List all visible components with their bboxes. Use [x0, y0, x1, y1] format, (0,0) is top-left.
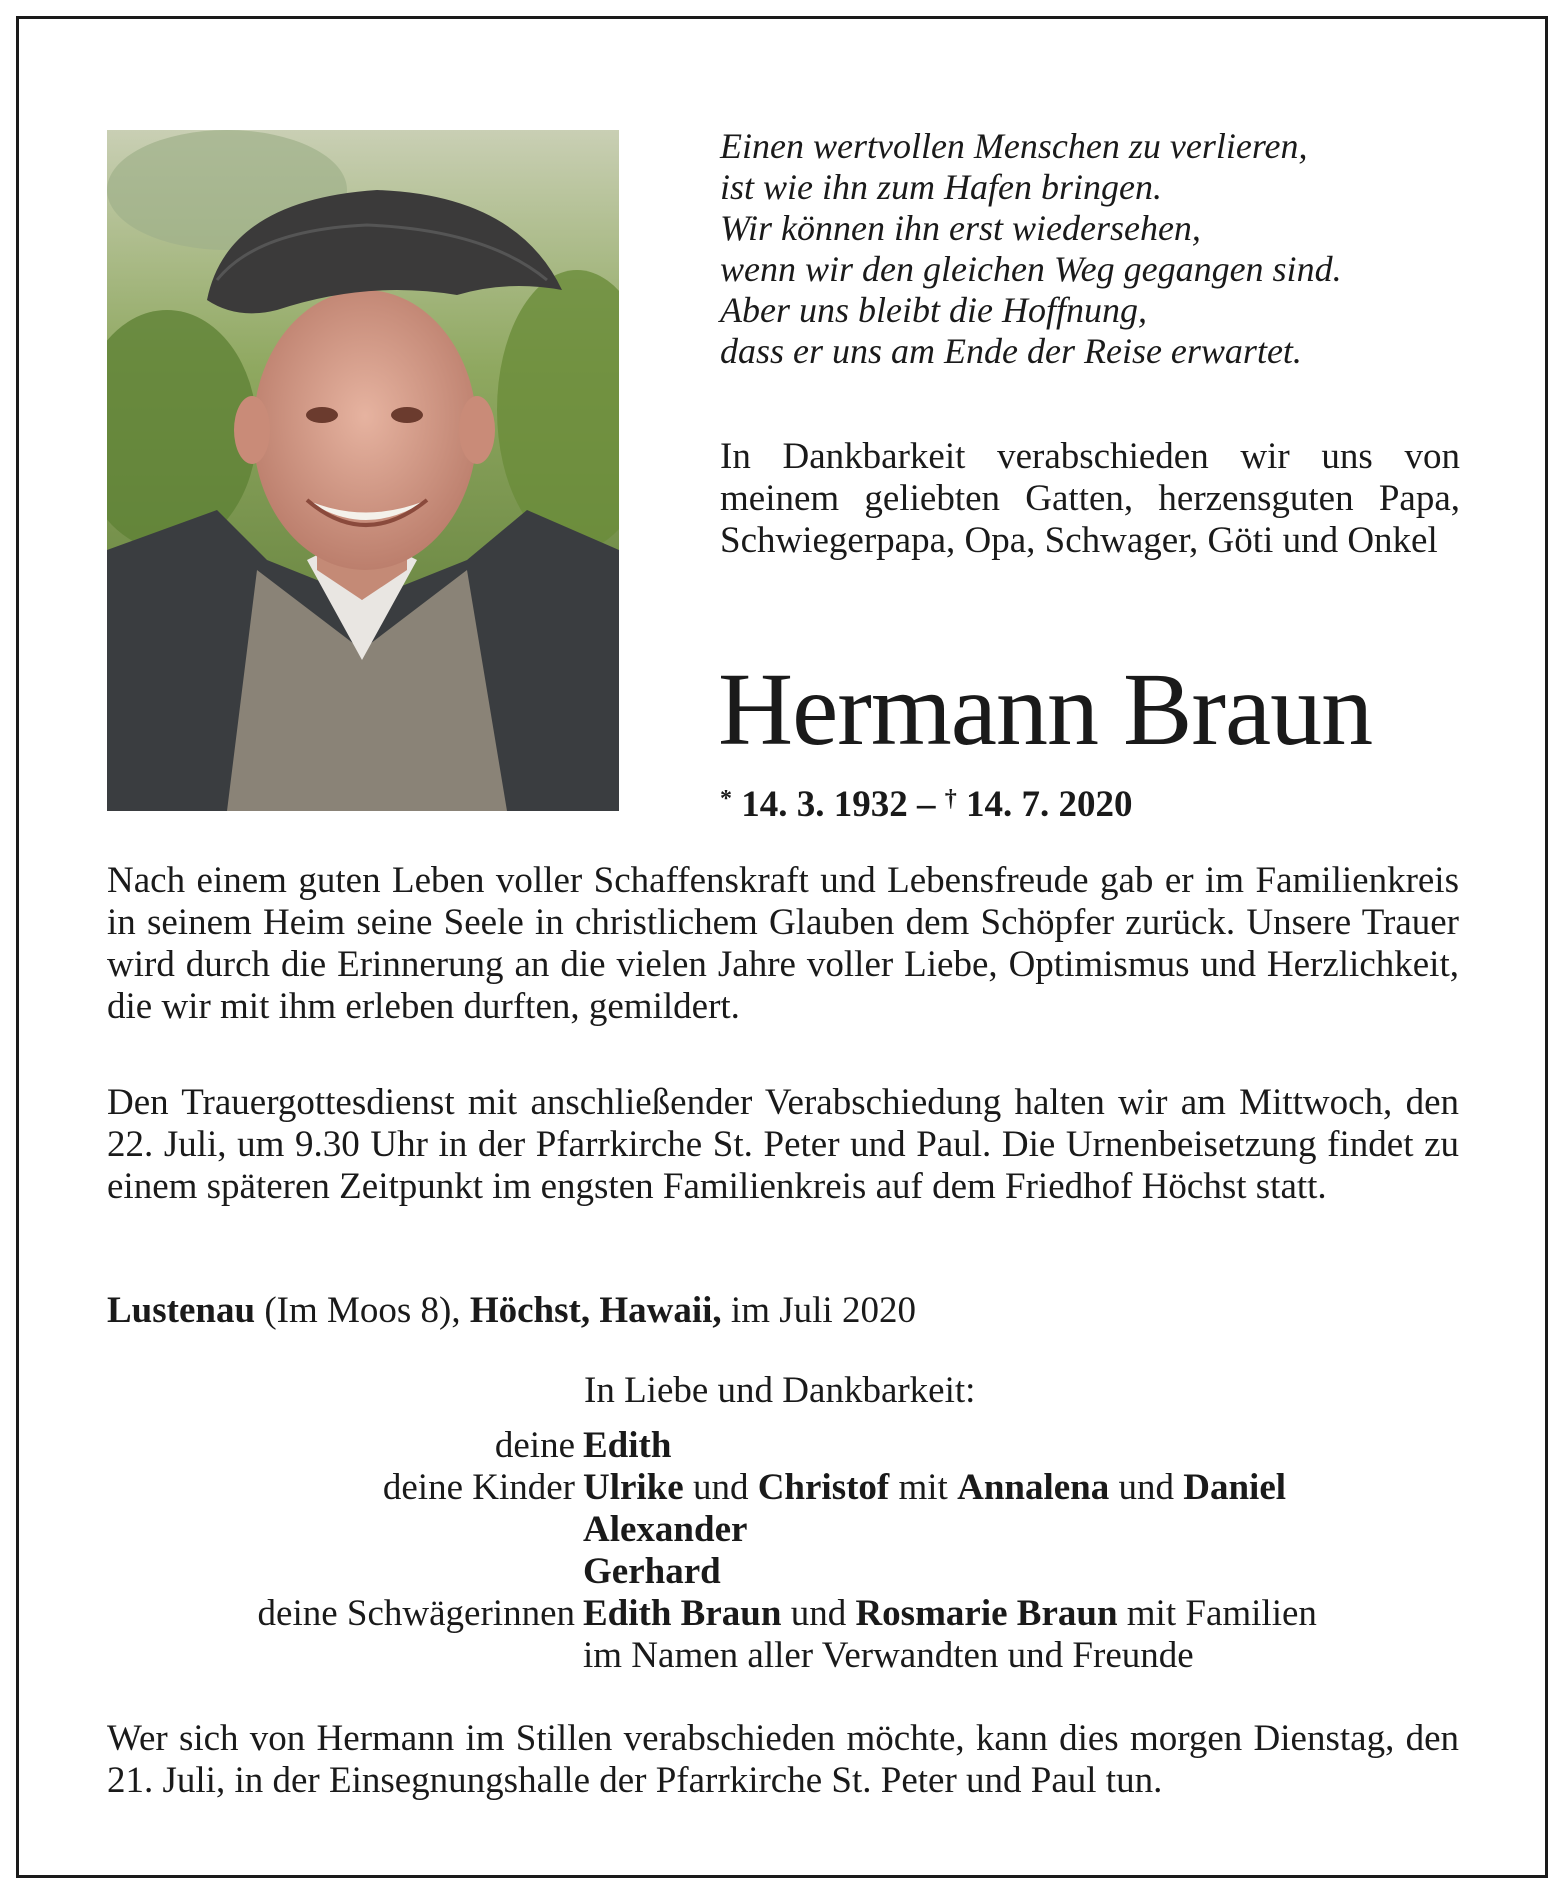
- intro-text: In Dankbarkeit verabschieden wir uns von meinem geliebten Gatten, herzensguten Papa, Schwiegerpapa, Opa, Schwager, Göti und Onkel: [720, 436, 1460, 561]
- mourner-names: [583, 1593, 1467, 1635]
- poem-line: Einen wertvollen Menschen zu verlieren,: [720, 126, 1308, 166]
- portrait-photo: [107, 130, 619, 811]
- poem-line: wenn wir den gleichen Weg gegangen sind.: [720, 249, 1342, 289]
- mourner-names: [583, 1509, 1467, 1551]
- address: (Im Moos 8),: [255, 1290, 470, 1331]
- mourner-name: Edith: [583, 1425, 672, 1466]
- mourner-names: [583, 1551, 1467, 1593]
- deceased-name: Hermann Braun: [718, 652, 1373, 767]
- mourner-name: Annalena: [957, 1467, 1110, 1508]
- conjunction: mit Familien: [1117, 1593, 1317, 1634]
- farewell-paragraph: Wer sich von Hermann im Stillen verabschieden möchte, kann dies morgen Dienstag, den 21. Juli, in der Einsegnungshalle der Pfarrkirche St. Peter und Paul tun.: [107, 1718, 1459, 1801]
- poem-line: dass er uns am Ende der Reise erwartet.: [720, 331, 1302, 371]
- poem-line: Wir können ihn erst wiedersehen,: [720, 208, 1201, 248]
- mourners-list: [107, 1425, 1467, 1677]
- conjunction: mit: [889, 1467, 958, 1508]
- death-date: 14. 7. 2020: [966, 784, 1133, 825]
- month-year: im Juli 2020: [721, 1290, 916, 1331]
- mourner-name: Gerhard: [583, 1551, 721, 1592]
- mourner-row: [107, 1551, 1467, 1593]
- mourner-name: Daniel: [1183, 1467, 1287, 1508]
- conjunction: und: [781, 1593, 856, 1634]
- town-primary: Lustenau: [107, 1290, 256, 1331]
- mourner-name: Ulrike: [583, 1467, 684, 1508]
- life-paragraph: Nach einem guten Leben voller Schaffenskraft und Lebensfreude gab er im Familienkreis in seinem Heim seine Seele in christlichem Glauben dem Schöpfer zurück. Unsere Trauer wird durch die Erinnerung an die vielen Jahre voller Liebe, Optimismus und Herzlichkeit, die wir mit ihm erleben durften, gemildert.: [107, 860, 1459, 1027]
- poem-line: Aber uns bleibt die Hoffnung,: [720, 290, 1147, 330]
- portrait-illustration: [107, 130, 619, 811]
- mourner-names: [583, 1425, 1467, 1467]
- mourner-name: Rosmarie Braun: [855, 1593, 1118, 1634]
- mourner-label: deine Kinder: [382, 1467, 575, 1508]
- mourner-names: [583, 1467, 1467, 1509]
- life-dates: [720, 778, 1133, 826]
- mourner-row: [107, 1425, 1467, 1467]
- mourner-name: Christof: [757, 1467, 890, 1508]
- conjunction: und: [1109, 1467, 1184, 1508]
- place-and-date: [107, 1290, 916, 1332]
- signoff: In Liebe und Dankbarkeit:: [584, 1370, 976, 1411]
- service-paragraph: Den Trauergottesdienst mit anschließender Verabschiedung halten wir am Mittwoch, den 22. Juli, um 9.30 Uhr in der Pfarrkirche St. Peter und Paul. Die Urnenbeisetzung findet zu einem späteren Zeitpunkt im engsten Familienkreis auf dem Friedhof Höchst statt.: [107, 1082, 1459, 1207]
- towns-secondary: Höchst, Hawaii,: [469, 1290, 722, 1331]
- birth-symbol: *: [720, 786, 732, 812]
- mourner-name: Edith Braun: [583, 1593, 782, 1634]
- conjunction: und: [683, 1467, 758, 1508]
- mourner-label: deine Schwägerinnen: [257, 1593, 575, 1634]
- date-separator: –: [917, 784, 936, 825]
- mourner-row: [107, 1593, 1467, 1635]
- poem: [720, 126, 1470, 372]
- poem-line: ist wie ihn zum Hafen bringen.: [720, 167, 1162, 207]
- mourner-name: Alexander: [583, 1509, 748, 1550]
- mourner-row: [107, 1467, 1467, 1509]
- birth-date: 14. 3. 1932: [741, 784, 908, 825]
- death-symbol: †: [944, 786, 957, 812]
- mourner-names: im Namen aller Verwandten und Freunde: [583, 1635, 1194, 1676]
- mourner-row: [107, 1509, 1467, 1551]
- mourner-label: deine: [494, 1425, 575, 1466]
- mourner-row: [107, 1635, 1467, 1677]
